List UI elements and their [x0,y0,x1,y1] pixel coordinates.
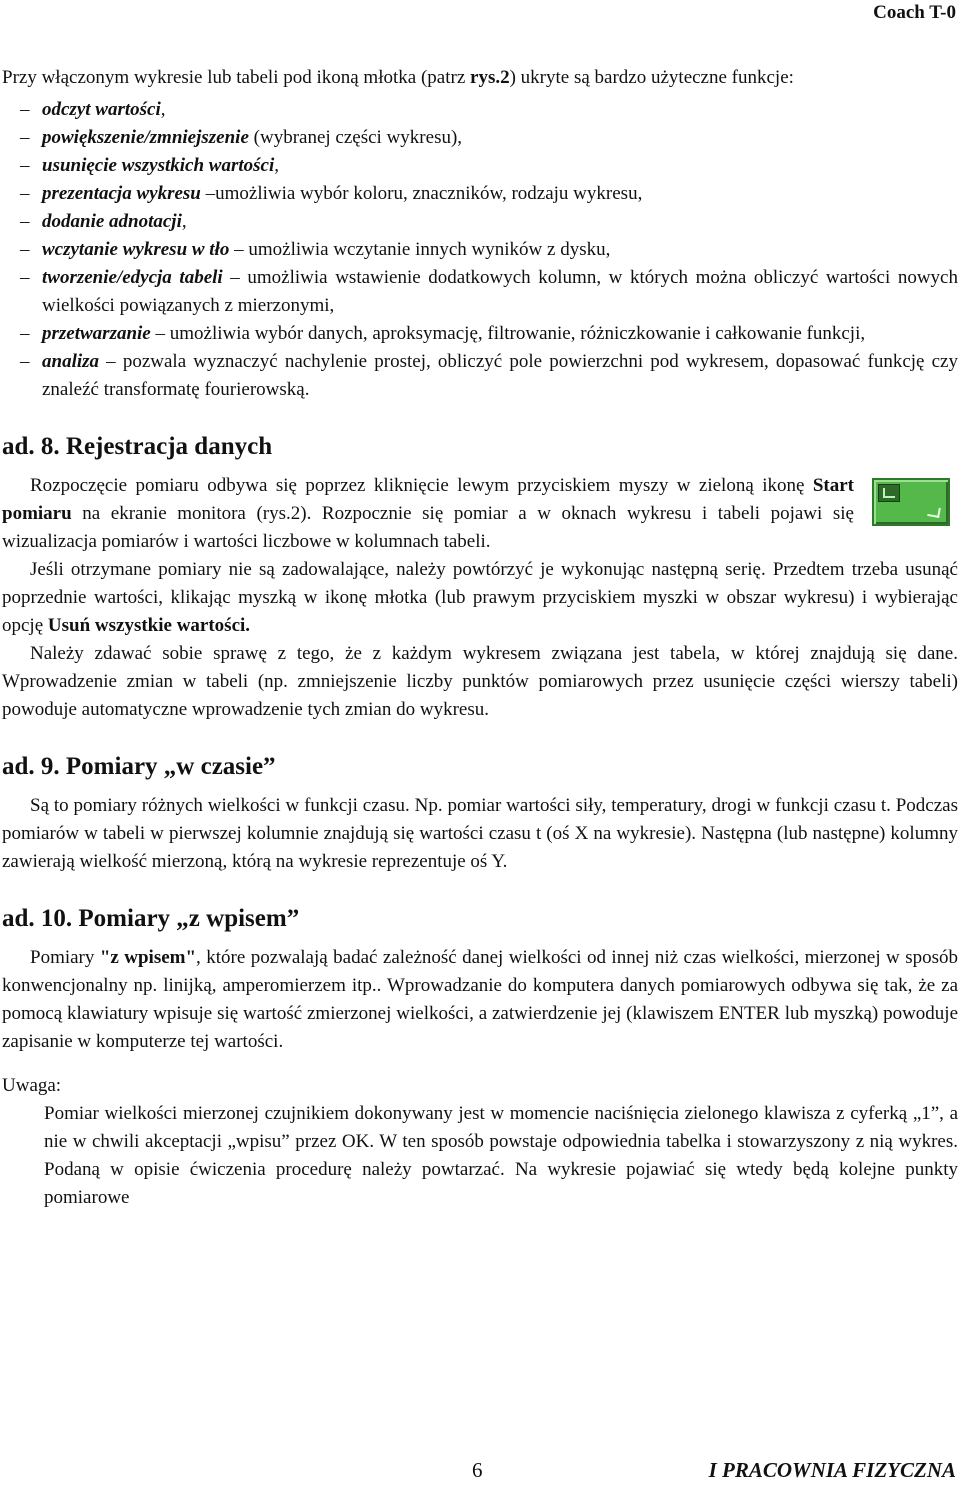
sec8-paragraph-2 [2,556,958,640]
feature-term: tworzenie/edycja tabeli [42,267,223,288]
page-number: 6 [472,1458,483,1482]
sec9-paragraph-1: Są to pomiary różnych wielkości w funkcji czasu. Np. pomiar wartości siły, temperatury, drogi w funkcji czasu t. Podczas pomiarów w tabeli w pierwszej kolumnie znajdują się wartości czasu t (oś X na wykresie). Następna (lub następne) kolumny zawierają wielkość mierzoną, którą na wykresie reprezentuje oś Y. [2,795,958,872]
graph-icon [878,484,900,502]
page-footer [0,1458,960,1486]
list-item: – usunięcie wszystkich wartości, [20,155,279,176]
feature-desc: – pozwala wyznaczyć nachylenie prostej, obliczyć pole powierzchni pod wykresem, dopasować funkcję czy znaleźć transformatę fourierowską. [42,351,958,400]
intro-text: Przy włączonym wykresie lub tabeli pod ikoną młotka (patrz [2,67,471,88]
page-body [2,64,958,1212]
feature-term: powiększenie/zmniejszenie [42,127,249,148]
start-measurement-icon [872,478,950,526]
feature-term: wczytanie wykresu w tło [42,239,230,260]
feature-desc: – umożliwia wybór danych, aproksymację, filtrowanie, różniczkowanie i całkowanie funkcji, [150,323,866,344]
feature-desc: – umożliwia wstawienie dodatkowych kolumn, w których można obliczyć wartości nowych wielkości powiązanych z mierzonymi, [42,267,958,316]
feature-desc: , [160,99,166,120]
list-item: – przetwarzanie – umożliwia wybór danych, aproksymację, filtrowanie, różniczkowanie i całkowanie funkcji, [20,323,866,344]
feature-desc: (wybranej części wykresu), [248,127,463,148]
text: Pomiary [30,947,100,968]
list-item: – analiza – pozwala wyznaczyć nachylenie prostej, obliczyć pole powierzchni pod wykresem, dopasować funkcję czy znaleźć transformatę fourierowską. [20,351,958,400]
sec8-paragraph-1 [2,472,958,556]
section-heading-10: ad. 10. Pomiary „z wpisem” [2,905,300,932]
z-wpisem-label: "z wpisem" [99,947,197,968]
text: Rozpoczęcie pomiaru odbywa się poprzez kliknięcie lewym przyciskiem myszy w zieloną ikonę [30,475,813,496]
list-item: – odczyt wartości, [20,99,166,120]
list-item: – powiększenie/zmniejszenie (wybranej części wykresu), [20,127,463,148]
start-pomiaru-label: Start pomiaru [2,475,854,524]
note-label: Uwaga: [2,1075,62,1096]
feature-term: analiza [42,351,100,372]
course-title: I PRACOWNIA FIZYCZNA [708,1458,956,1482]
checkmark-icon [927,506,941,518]
section-heading-8: ad. 8. Rejestracja danych [2,433,273,460]
intro-paragraph [2,64,958,92]
text: Jeśli otrzymane pomiary nie są zadowalające, należy powtórzyć je wykonując następną serię. Przedtem trzeba usunąć poprzednie wartości, klikając myszką w ikonę młotka (lub prawym przyciskiem myszki w obszar wykresu) i wybierając opcję [2,559,958,636]
feature-term: odczyt wartości [42,99,161,120]
features-list [2,96,958,404]
delete-all-label: Usuń wszystkie wartości. [47,615,251,636]
feature-desc: –umożliwia wybór koloru, znaczników, rodzaju wykresu, [200,183,643,204]
list-item: – wczytanie wykresu w tło – umożliwia wczytanie innych wyników z dysku, [20,239,611,260]
list-item: – prezentacja wykresu –umożliwia wybór koloru, znaczników, rodzaju wykresu, [20,183,643,204]
feature-term: usunięcie wszystkich wartości [42,155,275,176]
feature-desc: – umożliwia wczytanie innych wyników z dysku, [229,239,611,260]
sec8-paragraph-3: Należy zdawać sobie sprawę z tego, że z każdym wykresem związana jest tabela, w której znajdują się dane. Wprowadzenie zmian w tabeli (np. zmniejszenie liczby punktów pomiarowych przez usunięcie części wierszy tabeli) powoduje automatyczne wprowadzenie tych zmian do wykresu. [2,643,958,720]
note-body: Pomiar wielkości mierzonej czujnikiem dokonywany jest w momencie naciśnięcia zielonego klawisza z cyferką „1”, a nie w chwili akceptacji „wpisu” przez OK. W ten sposób powstaje odpowiednia tabelka i stowarzyszony z nią wykres. Podaną w opisie ćwiczenia procedurę należy powtarzać. Na wykresie pojawiać się wtedy będą kolejne punkty pomiarowe [44,1103,958,1208]
feature-desc: , [181,211,187,232]
feature-term: przetwarzanie [42,323,151,344]
document-header: Coach T-0 [873,2,956,23]
list-item: – dodanie adnotacji, [20,211,187,232]
section-heading-9: ad. 9. Pomiary „w czasie” [2,753,276,780]
list-item: – tworzenie/edycja tabeli – umożliwia wstawienie dodatkowych kolumn, w których można obliczyć wartości nowych wielkości powiązanych z mierzonymi, [20,267,958,316]
sec10-paragraph-1 [2,944,958,1056]
text: na ekranie monitora (rys.2). Rozpocznie się pomiar a w oknach wykresu i tabeli pojawi się wizualizacja pomiarów i wartości liczbowe w kolumnach tabeli. [2,503,854,552]
feature-desc: , [274,155,279,176]
feature-term: dodanie adnotacji [42,211,182,232]
intro-text-end: ) ukryte są bardzo użyteczne funkcje: [509,67,794,88]
feature-term: prezentacja wykresu [42,183,201,204]
figure-ref: rys.2 [470,67,510,88]
text: , które pozwalają badać zależność danej wielkości od innej niż czas wielkości, mierzonej w sposób konwencjonalny np. linijką, amperomierzem itp.. Wprowadzanie do komputera danych pomiarowych odbywa się tak, że za pomocą klawiatury wpisuje się wartość zmierzonej wielkości, a zatwierdzenie jej (klawiszem ENTER lub myszką) powoduje zapisanie w komputerze tej wartości. [2,947,958,1052]
